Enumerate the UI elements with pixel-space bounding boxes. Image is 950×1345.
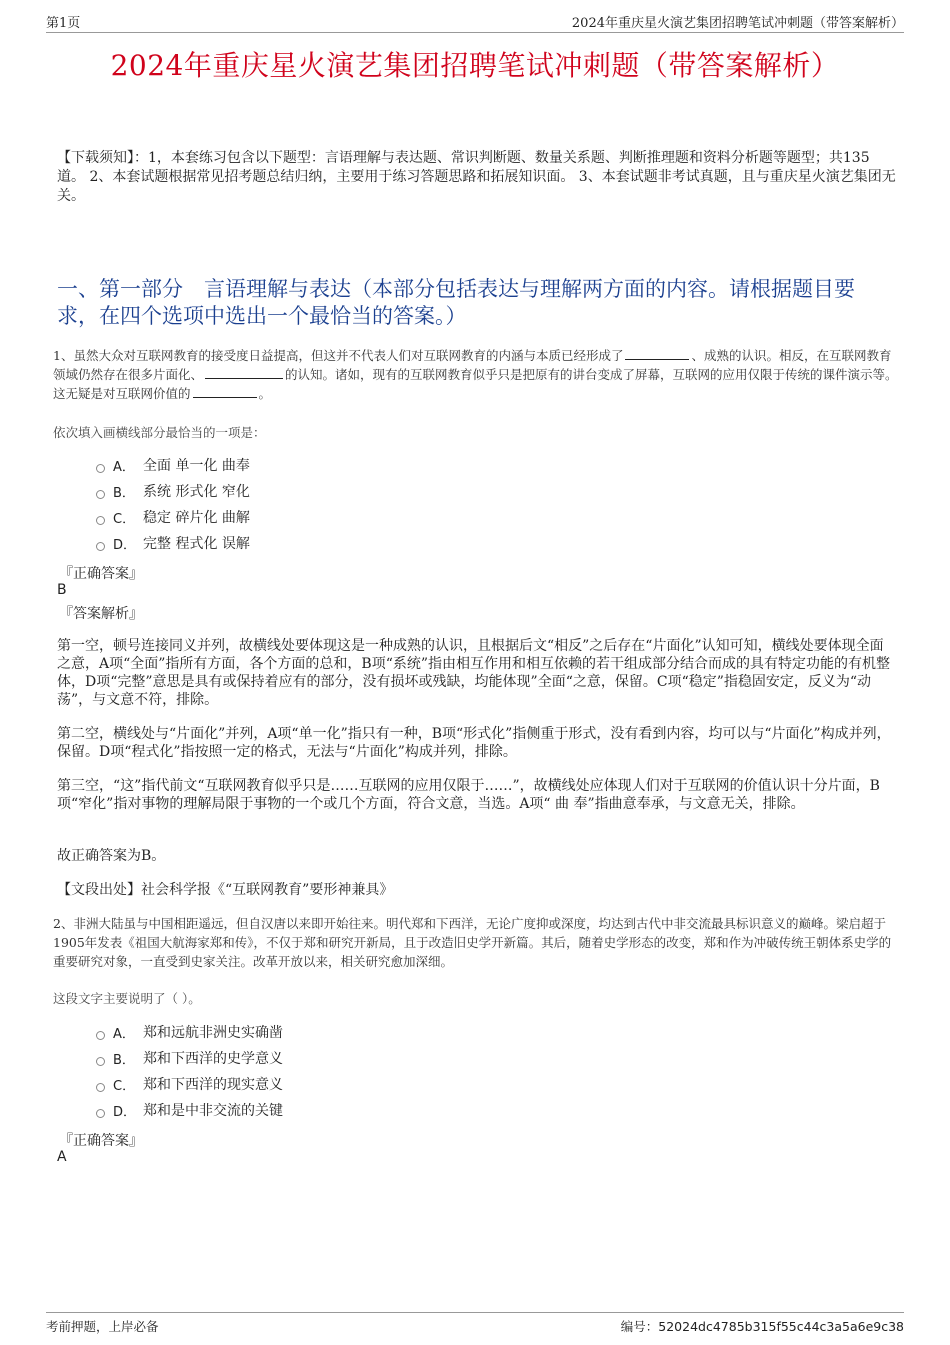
radio-icon[interactable] [96,1031,105,1040]
option-letter: B． [113,1052,135,1068]
download-notice: 【下载须知】：1，本套练习包含以下题型：言语理解与表达题、常识判断题、数量关系题、判断推理题和资料分析题等题型；共135道。 2、本套试题根据常见招考题总结归纳，主要用于练习答题思路和拓展知识面。 3、本套试题非考试真题，且与重庆星火演艺集团无关。 [57,150,896,204]
option-text: 全面 单一化 曲奉 [143,458,250,474]
question-2-options [96,1019,283,1123]
question-1-options [96,452,250,556]
option-letter: B． [113,485,135,501]
question-1-text [53,346,898,403]
correct-answer: B [57,582,67,598]
question-1-part-4: 。 [258,386,272,401]
option-letter: D． [113,537,137,553]
option-a[interactable] [96,452,250,478]
radio-icon[interactable] [96,542,105,551]
analysis-paragraph-2: 第二空，横线处与“片面化”并列，A项“单一化”指只有一种，B项“形式化”指侧重于形式，没有看到内容，均可以与“片面化”构成并列，保留。D项“程式化”指按照一定的格式，无法与“片面化”构成并列，排除。 [57,726,891,760]
option-c[interactable] [96,1071,283,1097]
option-letter: A． [113,1026,135,1042]
question-2-prompt: 这段文字主要说明了（ ）。 [53,991,201,1006]
analysis-paragraph-3: 第三空，“这”指代前文“互联网教育似乎只是……互联网的应用仅限于……”，故横线处应体现人们对于互联网的价值认识十分片面，B项“窄化”指对事物的理解局限于事物的一个或几个方面，符合文意，当选。A项“ 曲 奉”指曲意奉承，与文意无关，排除。 [57,778,880,812]
option-a[interactable] [96,1019,283,1045]
question-1-part-2: 、成熟的认识。相反，在互联网教育领域仍然存在很多片面化、 [53,348,892,382]
option-letter: C． [113,511,136,527]
analysis-paragraph-1: 第一空，顿号连接同义并列，故横线处要体现这是一种成熟的认识，且根据后文“相反”之后存在“片面化”认知可知，横线处要体现全面之意，A项“全面”指所有方面，各个方面的总和，B项“系统”指由相互作用和相互依赖的若干组成部分结合而成的具有特定功能的有机整体，D项“完整”意思是具有或保持着应有的部分，没有损坏或残缺，均能体现”全面“之意，保留。C项“稳定”指稳固安定，反义为“动荡”，与文意不符，排除。 [57,638,891,708]
page-header [46,12,904,33]
footer-slogan: 考前押题，上岸必备 [46,1319,159,1334]
question-1-part-3: 的认知。诸如，现有的互联网教育似乎只是把原有的讲台变成了屏幕，互联网的应用仅限于传统的课件演示等。这无疑是对互联网价值的 [53,367,898,401]
option-text: 郑和是中非交流的关键 [143,1103,283,1119]
option-letter: C． [113,1078,136,1094]
blank-2 [205,365,283,379]
option-text: 稳定 碎片化 曲解 [143,510,250,526]
option-text: 郑和下西洋的现实意义 [143,1077,283,1093]
option-letter: D． [113,1104,137,1120]
section-heading: 一、第一部分 言语理解与表达（本部分包括表达与理解两方面的内容。请根据题目要求，在四个选项中选出一个最恰当的答案。） [57,277,855,328]
radio-icon[interactable] [96,490,105,499]
analysis-label: 『答案解析』 [59,606,143,622]
footer-id-code: 52024dc4785b315f55c44c3a5a6e9c38 [658,1319,904,1334]
radio-icon[interactable] [96,516,105,525]
header-doc-title: 2024年重庆星火演艺集团招聘笔试冲刺题（带答案解析） [571,16,904,31]
correct-answer: A [57,1149,67,1165]
radio-icon[interactable] [96,464,105,473]
radio-icon[interactable] [96,1109,105,1118]
question-1-prompt: 依次填入画横线部分最恰当的一项是： [53,425,266,440]
option-c[interactable] [96,504,250,530]
footer-id-label: 编号： [620,1319,659,1334]
analysis-conclusion: 故正确答案为B。 [57,848,166,864]
option-d[interactable] [96,1097,283,1123]
question-1-part-1: 1、虽然大众对互联网教育的接受度日益提高，但这并不代表人们对互联网教育的内涵与本质已经形成了 [53,348,624,363]
option-letter: A． [113,459,135,475]
option-text: 完整 程式化 误解 [143,536,250,552]
option-text: 郑和下西洋的史学意义 [143,1051,283,1067]
option-text: 系统 形式化 窄化 [143,484,250,500]
radio-icon[interactable] [96,1057,105,1066]
document-title: 2024年重庆星火演艺集团招聘笔试冲刺题（带答案解析） [110,49,840,82]
radio-icon[interactable] [96,1083,105,1092]
page-footer [46,1312,904,1335]
question-2-text: 2、非洲大陆虽与中国相距遥远，但自汉唐以来即开始往来。明代郑和下西洋，无论广度抑或深度，均达到古代中非交流最具标识意义的巅峰。梁启超于1905年发表《祖国大航海家郑和传》，不仅于郑和研究开新局，且于改造旧史学开新篇。其后，随着史学形态的改变，郑和作为冲破传统王朝体系史学的重要研究对象，一直受到史家关注。改革开放以来，相关研究愈加深细。 [53,916,892,969]
option-d[interactable] [96,530,250,556]
page-number: 第1页 [46,16,81,31]
blank-1 [625,346,689,360]
correct-answer-label: 『正确答案』 [59,1133,143,1149]
footer-id [621,1317,904,1335]
correct-answer-label: 『正确答案』 [59,566,143,582]
blank-3 [193,384,257,398]
option-b[interactable] [96,1045,283,1071]
option-b[interactable] [96,478,250,504]
source-note: 【文段出处】社会科学报《“互联网教育”要形神兼具》 [57,882,394,898]
option-text: 郑和远航非洲史实确凿 [143,1025,283,1041]
